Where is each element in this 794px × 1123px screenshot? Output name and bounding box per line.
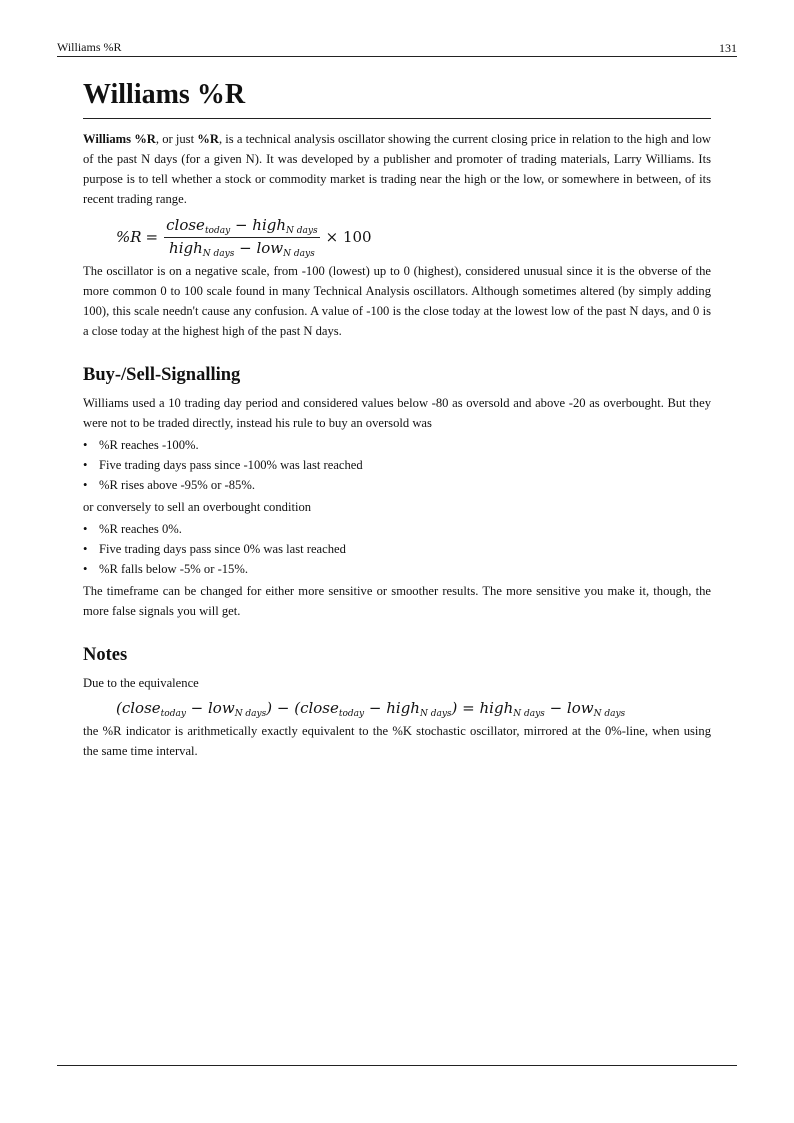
intro-paragraph: Williams %R, or just %R, is a technical analysis oscillator showing the current closing price in relation to the high and low of the past N days (for a given N). It was developed by a publisher and promoter of trading materials, Larry Williams. Its purpose is to tell whether a stock or commodity market is trading near the high or the low, or somewhere in between, of its recent trading range. xyxy=(83,132,711,206)
section-heading-signalling: Buy-/Sell-Signalling xyxy=(83,365,241,385)
bullet-icon: • xyxy=(83,562,88,576)
signalling-intro: Williams used a 10 trading day period and considered values below -80 as oversold and above -20 as overbought. But they were not to be traded directly, instead his rule to buy an oversold was xyxy=(83,396,711,430)
list-item: • %R falls below -5% or -15%. xyxy=(83,559,711,579)
page-number: 131 xyxy=(719,41,737,55)
term-bold: Williams %R xyxy=(83,132,156,146)
bullet-icon: • xyxy=(83,522,88,536)
bullet-icon: • xyxy=(83,542,88,556)
formula-numerator: close$_{today}$ − high$_{N days}$ xyxy=(166,215,318,236)
notes-intro: Due to the equivalence xyxy=(83,676,199,690)
buy-rules-list xyxy=(83,435,711,495)
alias-bold: %R xyxy=(197,132,219,146)
bullet-icon: • xyxy=(83,438,88,452)
bullet-icon: • xyxy=(83,458,88,472)
page-title: Williams %R xyxy=(83,78,711,119)
running-header xyxy=(57,38,737,57)
scale-paragraph: The oscillator is on a negative scale, from -100 (lowest) up to 0 (highest), considered unusual since it is the obverse of the more common 0 to 100 scale found in many Technical Analysis oscillators. Although sometimes altered (by simply adding 100), this scale needn't cause any confusion. A value of -100 is the close today at the lowest low of the past N days, and 0 is a close today at the highest high of the past N days. xyxy=(83,264,711,338)
williams-r-formula: %R = $\frac{close_{today} - high_{N days}}{high_{N days} - low_{N days}}$ × 100 xyxy=(116,215,372,259)
formula-lhs: %R xyxy=(116,228,142,246)
formula-denominator: high$_{N days}$ − low$_{N days}$ xyxy=(169,238,315,259)
formula-multiplier: × 100 xyxy=(325,228,372,246)
formula-fraction xyxy=(164,216,319,259)
list-item: • Five trading days pass since -100% was last reached xyxy=(83,455,711,475)
section-heading-notes: Notes xyxy=(83,645,128,665)
list-item: • Five trading days pass since 0% was last reached xyxy=(83,539,711,559)
list-item: • %R rises above -95% or -85%. xyxy=(83,475,711,495)
conversely-text: or conversely to sell an overbought condition xyxy=(83,500,312,514)
running-title: Williams %R xyxy=(57,40,122,54)
notes-paragraph: the %R indicator is arithmetically exactly equivalent to the %K stochastic oscillator, mirrored at the 0%-line, when using the same time interval. xyxy=(83,724,711,758)
timeframe-paragraph: The timeframe can be changed for either more sensitive or smoother results. The more sensitive you make it, though, the more false signals you will get. xyxy=(83,584,711,618)
bullet-icon: • xyxy=(83,478,88,492)
equivalence-formula: (close$_{today}$ − low$_{N days}$) − (close$_{today}$ − high$_{N days}$) = high$_{N days}$ − low$_{N days}$ xyxy=(116,699,626,719)
list-item: • %R reaches -100%. xyxy=(83,435,711,455)
article xyxy=(83,78,711,761)
list-item: • %R reaches 0%. xyxy=(83,519,711,539)
footer-rule xyxy=(57,1065,737,1066)
sell-rules-list xyxy=(83,519,711,579)
